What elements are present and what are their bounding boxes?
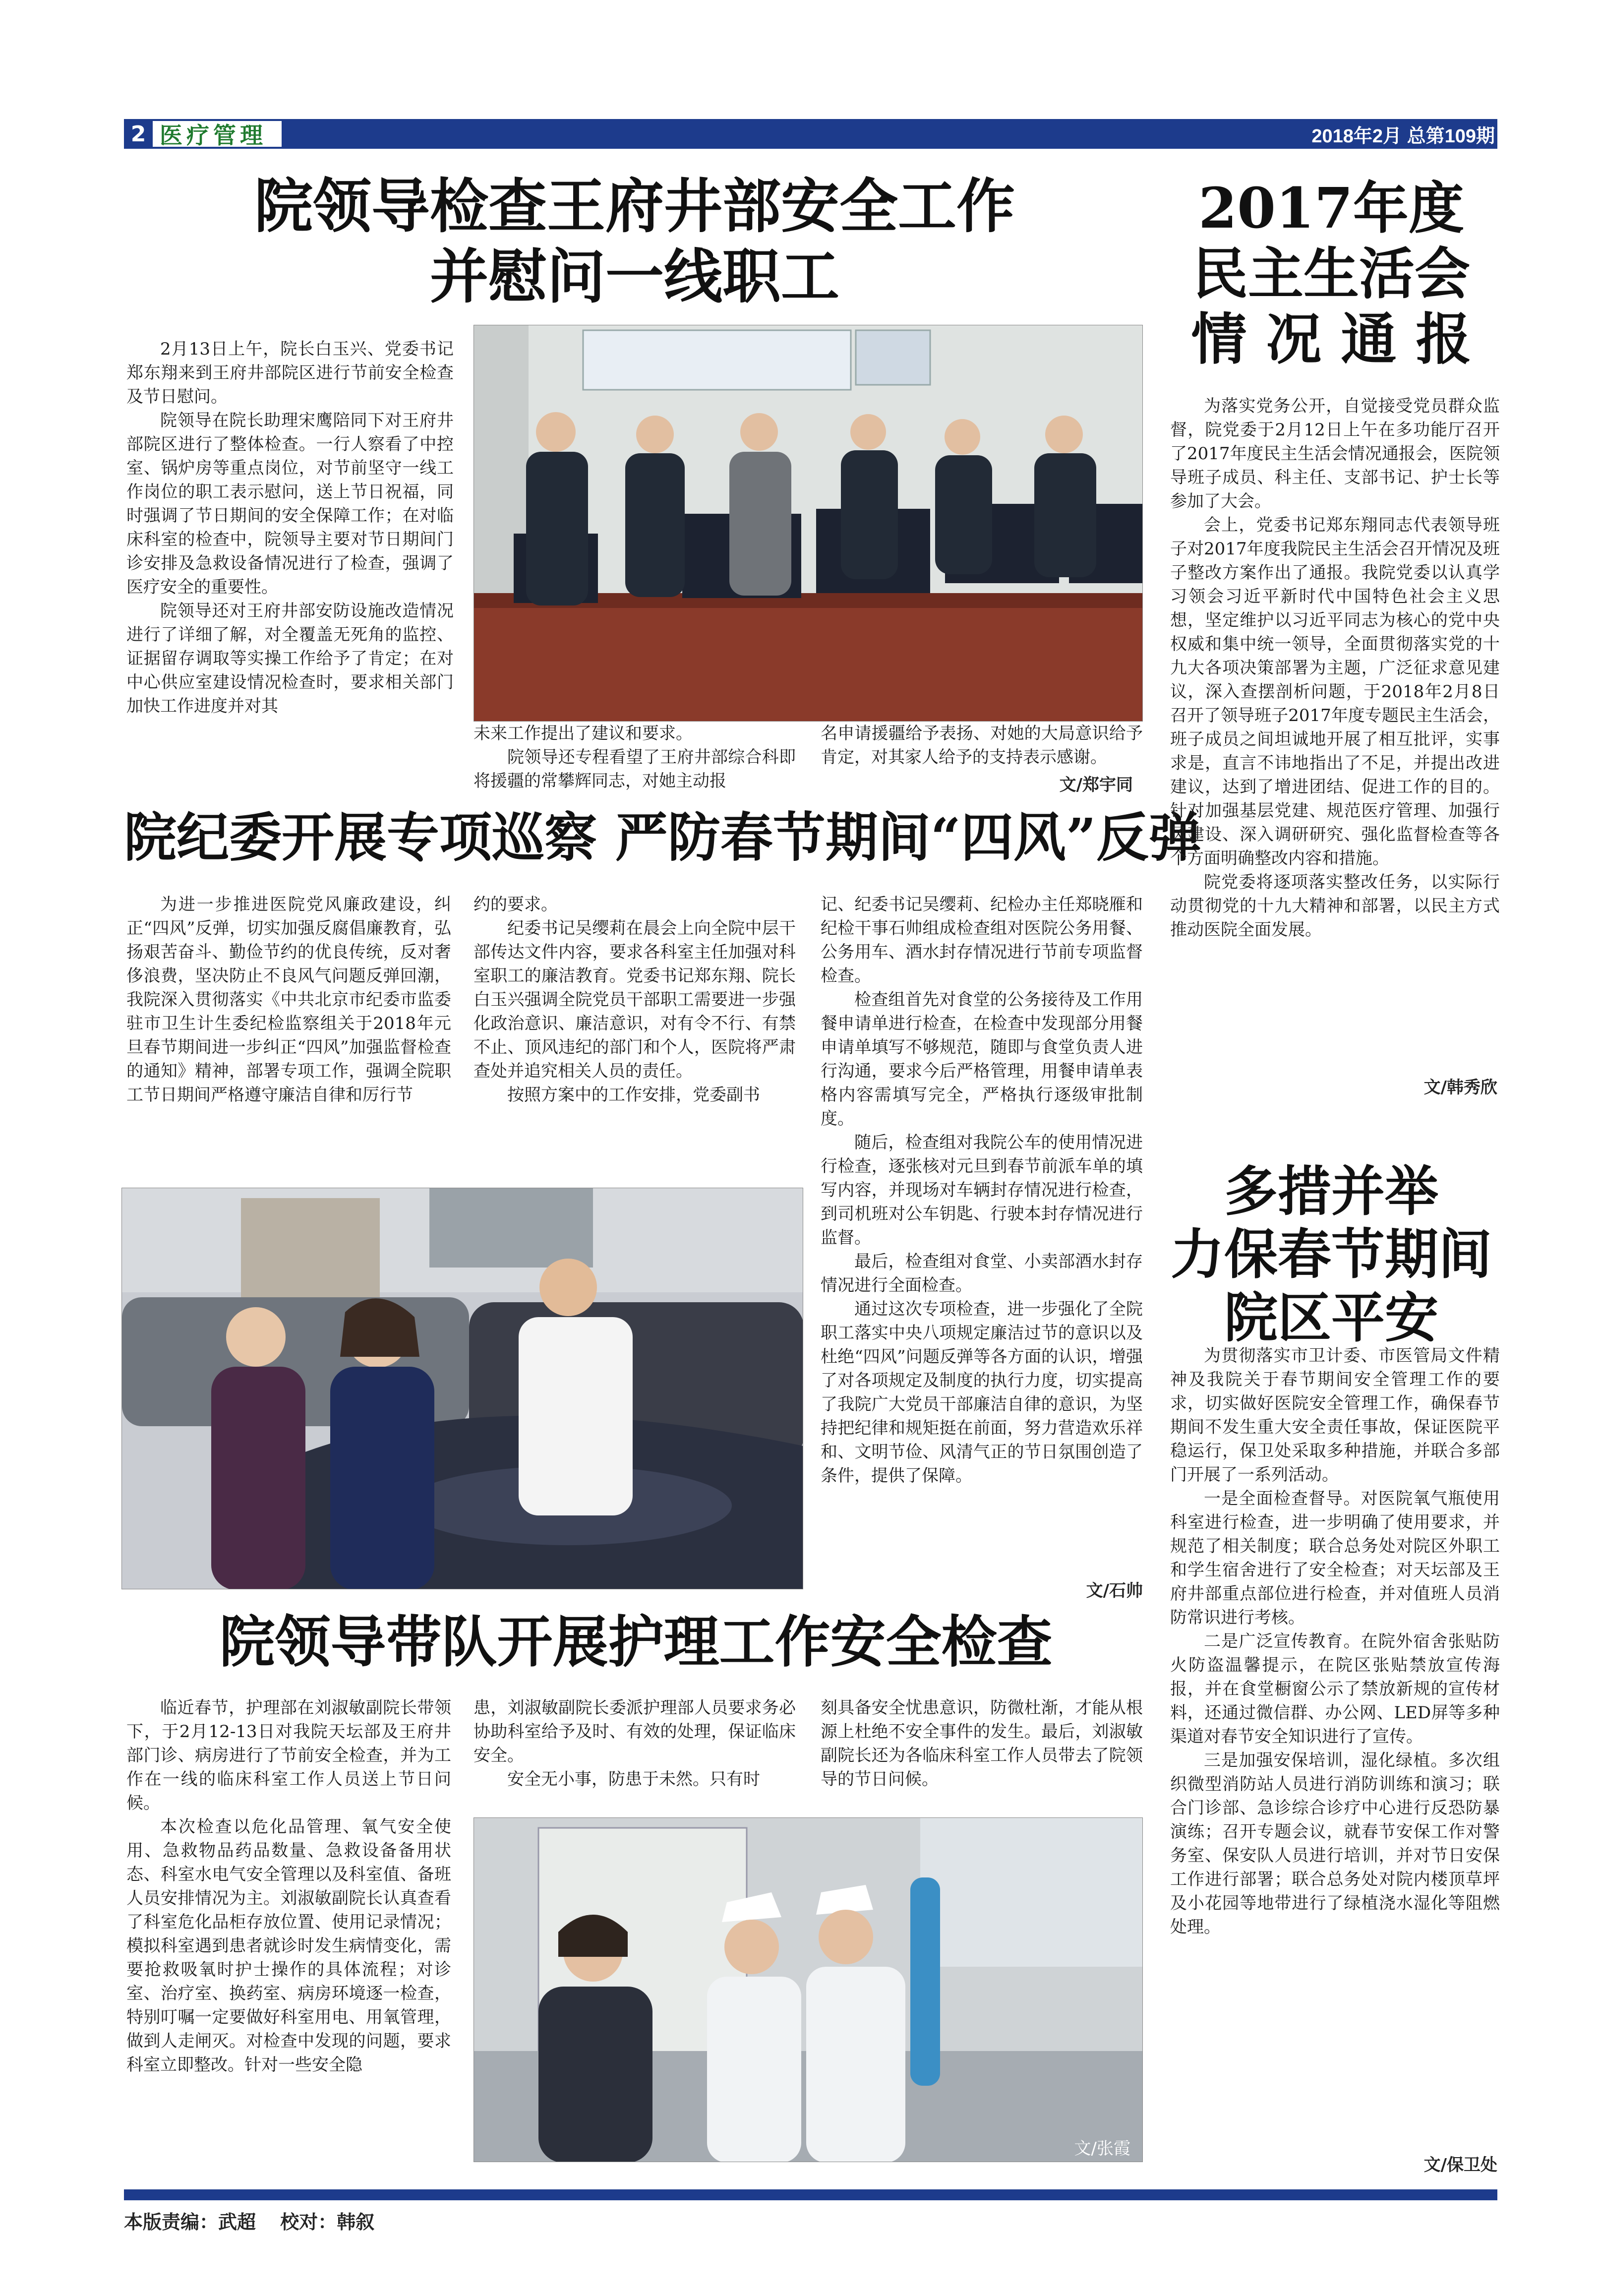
- sidebar2-byline: 文/保卫处: [1423, 2155, 1497, 2175]
- paragraph: 按照方案中的工作安排，党委副书: [507, 1085, 760, 1105]
- paragraph: 最后，检查组对食堂、小卖部酒水封存情况进行全面检查。: [821, 1252, 1143, 1295]
- photo-car-inspection: [121, 1188, 803, 1589]
- article1-col3: [821, 722, 1143, 771]
- page-number: 2: [124, 119, 153, 149]
- sidebar2-title-line2: 力保春节期间: [1170, 1223, 1492, 1286]
- article3-col2: [474, 1696, 796, 1795]
- article3-col1: [126, 1696, 451, 2157]
- article2-byline: 文/石帅: [1086, 1581, 1143, 1601]
- article1-title-line2: 并慰问一线职工: [429, 242, 839, 311]
- paragraph: 名申请援疆给予表扬、对她的大局意识给予肯定，对其家人给予的支持表示感谢。: [821, 724, 1143, 767]
- sidebar2-headline: [1163, 1160, 1500, 1350]
- issue-date: 2018年2月 总第109期: [1311, 125, 1495, 147]
- footer-editor: 本版责编：武超: [124, 2211, 256, 2233]
- paragraph: 院党委将逐项落实整改任务，以实际行动贯彻党的十九大精神和部署，以民主方式推动医院全面发展。: [1170, 872, 1500, 940]
- article3-col3: [821, 1696, 1143, 1795]
- footer-proofreader: 校对：韩叙: [280, 2211, 375, 2233]
- paragraph: 2月13日上午，院长白玉兴、党委书记郑东翔来到王府井部院区进行节前安全检查及节日慰问。: [126, 339, 454, 407]
- paragraph: 安全无小事，防患于未然。只有时: [507, 1769, 760, 1789]
- paragraph: 通过这次专项检查，进一步强化了全院职工落实中央八项规定廉洁过节的意识以及杜绝“四风”问题反弹等各方面的认识，增强了对各项规定及制度的执行力度，切实提高了我院广大党员干部廉洁自律的意识，为坚持把纪律和规矩挺在前面，努力营造欢乐祥和、文明节俭、风清气正的节日氛围创造了条件，提供了保障。: [821, 1299, 1143, 1486]
- paragraph: 患，刘淑敏副院长委派护理部人员要求务必协助科室给予及时、有效的处理，保证临床安全。: [474, 1698, 796, 1765]
- paragraph: 随后，检查组对我院公车的使用情况进行检查，逐张核对元旦到春节前派车单的填写内容，并现场对车辆封存情况进行检查，到司机班对公车钥匙、行驶本封存情况进行监督。: [821, 1133, 1143, 1248]
- article3-headline: 院领导带队开展护理工作安全检查: [219, 1610, 1053, 1675]
- paragraph: 二是广泛宣传教育。在院外宿舍张贴防火防盗温馨提示，在院区张贴禁放宣传海报，并在食堂橱窗公示了禁放新规的宣传材料，还通过微信群、办公网、LED屏等多种渠道对春节安全知识进行了宣传。: [1170, 1631, 1500, 1747]
- paragraph: 约的要求。: [474, 895, 558, 914]
- article2-col1: [126, 893, 451, 1150]
- sidebar1-title-line1: 2017年度: [1198, 176, 1464, 241]
- article1-headline: [129, 171, 1140, 311]
- paragraph: 为进一步推进医院党风廉政建设，纠正“四风”反弹，切实加强反腐倡廉教育，弘扬艰苦奋斗、勤俭节约的优良传统，反对奢侈浪费，坚决防止不良风气问题反弹回潮，我院深入贯彻落实《中共北京市纪委市监委驻市卫生计生委纪检监察组关于2018年元旦春节期间进一步纠正“四风”加强监督检查的通知》精神，部署专项工作，强调全院职工节日期间严格遵守廉洁自律和厉行节: [126, 895, 451, 1105]
- paragraph: 记、纪委书记吴缨莉、纪检办主任郑晓雁和纪检干事石帅组成检查组对医院公务用餐、公务用车、酒水封存情况进行节前专项监督检查。: [821, 895, 1143, 986]
- sidebar1-body: [1170, 394, 1500, 1066]
- paragraph: 为落实党务公开，自觉接受党员群众监督，院党委于2月12日上午在多功能厅召开了2017年度民主生活会情况通报会，医院领导班子成员、科主任、支部书记、护士长等参加了大会。: [1170, 396, 1500, 511]
- paragraph: 会上，党委书记郑东翔同志代表领导班子对2017年度我院民主生活会召开情况及班子整改方案作出了通报。我院党委以认真学习领会习近平新时代中国特色社会主义思想，坚定维护以习近平同志为核心的党中央权威和集中统一领导，全面贯彻落实党的十九大各项决策部署为主题，广泛征求意见建议，深入查摆剖析问题，于2018年2月8日召开了领导班子2017年度专题民主生活会，班子成员之间坦诚地开展了相互批评，实事求是，直言不讳地指出了不足，并提出改进建议，达到了增进团结、促进工作的目的。针对加强基层党建、规范医疗管理、加强行风建设、深入调研研究、强化监督检查等各个方面明确整改内容和措施。: [1170, 515, 1500, 868]
- paragraph: 一是全面检查督导。对医院氧气瓶使用科室进行检查，进一步明确了使用要求，并规范了相关制度；联合总务处对院区外职工和学生宿舍进行了安全检查；对天坛部及王府井部重点部位进行检查，并对值班人员消防常识进行考核。: [1170, 1489, 1500, 1628]
- paragraph: 院领导还专程看望了王府井部综合科即将援疆的常攀辉同志，对她主动报: [474, 747, 796, 791]
- sidebar2-title-line1: 多措并举: [1224, 1160, 1438, 1223]
- paragraph: 纪委书记吴缨莉在晨会上向全院中层干部传达文件内容，要求各科室主任加强对科室职工的廉洁教育。党委书记郑东翔、院长白玉兴强调全院党员干部职工需要进一步强化政治意识、廉洁意识，对有令不行、有禁不止、顶风违纪的部门和个人，医院将严肃查处并追究相关人员的责任。: [474, 918, 796, 1081]
- paragraph: 临近春节，护理部在刘淑敏副院长带领下，于2月12-13日对我院天坛部及王府井部门诊、病房进行了节前安全检查，并为工作在一线的临床科室工作人员送上节日问候。: [126, 1698, 451, 1813]
- article1-col2: [474, 722, 796, 796]
- article1-col1: [126, 337, 454, 793]
- paragraph: 为贯彻落实市卫计委、市医管局文件精神及我院关于春节期间安全管理工作的要求，切实做好医院安全管理工作，确保春节期间不发生重大安全责任事故，保证医院平稳运行，保卫处采取多种措施，并联合多部门开展了一系列活动。: [1170, 1346, 1500, 1485]
- sidebar1-title-line3: 情 况 通 报: [1191, 307, 1472, 372]
- paragraph: 本次检查以危化品管理、氧气安全使用、急救物品药品数量、急救设备备用状态、科室水电气安全管理以及科室值、备班人员安排情况为主。刘淑敏副院长认真查看了科室危化品柜存放位置、使用记录情况；模拟科室遇到患者就诊时发生病情变化，需要抢救吸氧时护士操作的具体流程；对诊室、治疗室、换药室、病房环境逐一检查，特别叮嘱一定要做好科室用电、用氧管理，做到人走闸灭。对检查中发现的问题，要求科室立即整改。针对一些安全隐: [126, 1817, 451, 2075]
- article2-col2: [474, 893, 796, 1150]
- paragraph: 检查组首先对食堂的公务接待及工作用餐申请单进行检查，在检查中发现部分用餐申请单填写不够规范，随即与食堂负责人进行沟通，要求今后严格管理，用餐申请单表格内容需填写完全，严格执行逐级审批制度。: [821, 990, 1143, 1129]
- paragraph: 未来工作提出了建议和要求。: [474, 724, 693, 743]
- paragraph: 院领导还对王府井部安防设施改造情况进行了详细了解，对全覆盖无死角的监控、证据留存调取等实操工作给予了肯定；在对中心供应室建设情况检查时，要求相关部门加快工作进度并对其: [126, 601, 454, 716]
- sidebar2-title-line3: 院区平安: [1224, 1286, 1438, 1349]
- photo-nursing-inspection: [474, 1817, 1143, 2162]
- footer-bar: [124, 2189, 1497, 2200]
- sidebar1-title-line2: 民主生活会: [1192, 242, 1470, 307]
- header-bar: [124, 119, 1497, 149]
- article1-title-line1: 院领导检查王府井部安全工作: [254, 172, 1015, 241]
- sidebar1-byline: 文/韩秀欣: [1423, 1078, 1497, 1097]
- section-title: 医疗管理: [153, 119, 282, 149]
- article1-byline: 文/郑宇同: [1059, 775, 1133, 795]
- article2-headline: 院纪委开展专项巡察 严防春节期间“四风”反弹: [124, 806, 1201, 868]
- paragraph: 刻具备安全忧患意识，防微杜渐，才能从根源上杜绝不安全事件的发生。最后，刘淑敏副院长还为各临床科室工作人员带去了院领导的节日问候。: [821, 1698, 1143, 1789]
- sidebar2-body: [1170, 1344, 1500, 2147]
- photo-leaders-control-room: [474, 325, 1143, 722]
- article3-photo-credit: 文/张霞: [1074, 2139, 1130, 2159]
- article2-col3: [821, 893, 1143, 1602]
- paragraph: 三是加强安保培训，湿化绿植。多次组织微型消防站人员进行消防训练和演习；联合门诊部、急诊综合诊疗中心进行反恐防暴演练；召开专题会议，就春节安保工作对警务室、保安队人员进行培训，并对节日安保工作进行部署；联合总务处对院内楼顶草坪及小花园等地带进行了绿植浇水湿化等阻燃处理。: [1170, 1751, 1500, 1937]
- sidebar1-headline: [1163, 176, 1500, 372]
- paragraph: 院领导在院长助理宋鹰陪同下对王府井部院区进行了整体检查。一行人察看了中控室、锅炉房等重点岗位，对节前坚守一线工作岗位的职工表示慰问，送上节日祝福，同时强调了节日期间的安全保障工作；在对临床科室的检查中，院领导主要对节日期间门诊安排及急救设备情况进行了检查，强调了医疗安全的重要性。: [126, 411, 454, 597]
- footer-credits: [124, 2207, 392, 2234]
